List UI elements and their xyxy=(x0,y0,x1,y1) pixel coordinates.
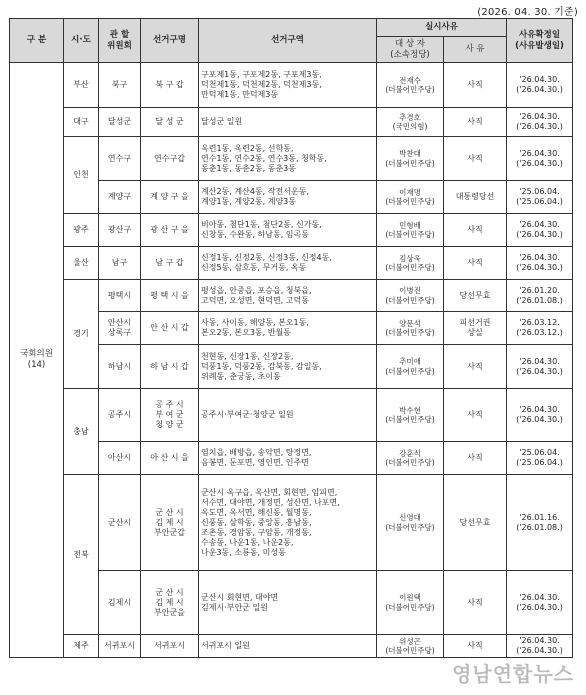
date-cell: '26.01.16. ('26.01.08.) xyxy=(507,475,573,571)
committee-cell: 남구 xyxy=(99,247,141,280)
committee-cell: 달성군 xyxy=(99,108,141,137)
reason-cell: 피선거권 상실 xyxy=(444,312,507,345)
date-cell: '26.04.30. ('26.04.30.) xyxy=(507,389,573,442)
district-name-cell: 평 택 시 을 xyxy=(141,280,199,312)
district-name-cell: 광 산 구 을 xyxy=(141,214,199,247)
committee-cell: 안산시 상록구 xyxy=(99,312,141,345)
date-cell: '26.01.20. ('26.01.08.) xyxy=(507,280,573,312)
district-area-cell: 군산시 옥구읍, 옥산면, 회현면, 임피면, 서수면, 대야면, 개정면, 성산면, 나포면, 옥도면, 옥서면, 해신동, 월명동, 신풍동, 삼학동, 중앙동, 흥남동, 조촌동, 경암동, 구암동, 개정동, 수송동, 나운1동, 나운2동, 나운3동, 소룡동, 미성동 xyxy=(199,475,377,571)
province-cell: 충남 xyxy=(64,389,99,475)
target-cell: 신영대 (더불어민주당) xyxy=(377,475,444,571)
reason-cell: 당선무효 xyxy=(444,280,507,312)
target-cell: 추미애 (더불어민주당) xyxy=(377,345,444,389)
committee-cell: 평택시 xyxy=(99,280,141,312)
reason-cell: 사직 xyxy=(444,137,507,181)
date-cell: '25.06.04. ('25.06.04.) xyxy=(507,442,573,475)
reason-cell: 사직 xyxy=(444,635,507,658)
committee-cell: 아산시 xyxy=(99,442,141,475)
reason-cell: 사직 xyxy=(444,571,507,635)
district-area-cell: 공주시·부여군·청양군 일원 xyxy=(199,389,377,442)
header-reason: 사 유 xyxy=(444,37,507,63)
district-name-cell: 달 성 군 xyxy=(141,108,199,137)
province-cell: 광주 xyxy=(64,214,99,247)
table-row xyxy=(10,247,573,280)
district-name-cell: 남 구 갑 xyxy=(141,247,199,280)
header-reason-group: 실시사유 xyxy=(377,19,507,37)
reason-cell: 사직 xyxy=(444,247,507,280)
reason-cell: 사직 xyxy=(444,345,507,389)
target-cell: 이병진 (더불어민주당) xyxy=(377,280,444,312)
committee-cell: 군산시 xyxy=(99,475,141,571)
table-row xyxy=(10,280,573,312)
category-cell: 국회의원 (14) xyxy=(10,63,64,658)
date-cell: '26.04.30. ('26.04.30.) xyxy=(507,571,573,635)
target-cell: 위성곤 (더불어민주당) xyxy=(377,635,444,658)
header-category: 구 분 xyxy=(10,19,64,63)
table-row xyxy=(10,635,573,658)
district-area-cell: 군산시 회현면, 대야면 김제시·부안군 일원 xyxy=(199,571,377,635)
district-area-cell: 구포제1동, 구포제2동, 구포제3동, 덕천제1동, 덕천제2동, 덕천제3동, 만덕제1동, 만덕제3동 xyxy=(199,63,377,108)
table-row xyxy=(10,214,573,247)
header-district-name: 선거구명 xyxy=(141,19,199,63)
district-area-cell: 사동, 사이동, 해양동, 본오1동, 본오2동, 본오3동, 반월동 xyxy=(199,312,377,345)
district-name-cell: 북 구 갑 xyxy=(141,63,199,108)
date-cell: '26.04.30. ('26.04.30.) xyxy=(507,635,573,658)
committee-cell: 북구 xyxy=(99,63,141,108)
target-cell: 이재명 (더불어민주당) xyxy=(377,181,444,214)
district-name-cell: 공 주 시 부 여 군 청 양 군 xyxy=(141,389,199,442)
target-cell: 양문석 (더불어민주당) xyxy=(377,312,444,345)
target-cell: 추경호 (국민의힘) xyxy=(377,108,444,137)
province-cell: 경기 xyxy=(64,280,99,389)
district-area-cell: 천현동, 신장1동, 신장2동, 덕풍1동, 덕풍2동, 감북동, 감일동, 위례동, 춘궁동, 초이동 xyxy=(199,345,377,389)
district-area-cell: 비아동, 첨단1동, 첨단2동, 신가동, 신창동, 수완동, 하남동, 임곡동 xyxy=(199,214,377,247)
committee-cell: 공주시 xyxy=(99,389,141,442)
province-cell: 부산 xyxy=(64,63,99,108)
committee-cell: 서귀포시 xyxy=(99,635,141,658)
date-cell: '26.04.30. ('26.04.30.) xyxy=(507,214,573,247)
table-row xyxy=(10,475,573,571)
header-target: 대 상 자 (소속정당) xyxy=(377,37,444,63)
committee-cell: 하남시 xyxy=(99,345,141,389)
province-cell: 울산 xyxy=(64,247,99,280)
province-cell: 제주 xyxy=(64,635,99,658)
district-area-cell: 평성읍, 안중읍, 포승읍, 청북읍, 고덕면, 오성면, 현덕면, 고덕동 xyxy=(199,280,377,312)
district-name-cell: 군 산 시 김 제 시 부안군을 xyxy=(141,571,199,635)
committee-cell: 계양구 xyxy=(99,181,141,214)
date-cell: '26.04.30. ('26.04.30.) xyxy=(507,345,573,389)
district-area-cell: 서귀포시 일원 xyxy=(199,635,377,658)
date-cell: '26.04.30. ('26.04.30.) xyxy=(507,247,573,280)
district-name-cell: 아 산 시 을 xyxy=(141,442,199,475)
reference-date: (2026. 04. 30. 기준) xyxy=(477,7,578,18)
district-name-cell: 서귀포시 xyxy=(141,635,199,658)
target-cell: 박찬대 (더불어민주당) xyxy=(377,137,444,181)
district-name-cell: 연수구갑 xyxy=(141,137,199,181)
reason-cell: 당선무효 xyxy=(444,475,507,571)
header-district-area: 선거구역 xyxy=(199,19,377,63)
district-name-cell: 안 산 시 갑 xyxy=(141,312,199,345)
table-row xyxy=(10,108,573,137)
table-row xyxy=(10,137,573,181)
by-election-table xyxy=(9,18,573,658)
district-area-cell: 계산2동, 계산4동, 작전서운동, 계양1동, 계양2동, 계양3동 xyxy=(199,181,377,214)
header-committee: 관 할 위원회 xyxy=(99,19,141,63)
province-cell: 전북 xyxy=(64,475,99,635)
district-name-cell: 하 남 시 갑 xyxy=(141,345,199,389)
reason-cell: 사직 xyxy=(444,389,507,442)
committee-cell: 연수구 xyxy=(99,137,141,181)
table-row xyxy=(10,63,573,108)
target-cell: 이원택 (더불어민주당) xyxy=(377,571,444,635)
reason-cell: 사직 xyxy=(444,108,507,137)
reason-cell: 사직 xyxy=(444,442,507,475)
province-cell: 대구 xyxy=(64,108,99,137)
district-area-cell: 염치읍, 배방읍, 송악면, 탕정면, 음봉면, 둔포면, 영인면, 인주면 xyxy=(199,442,377,475)
target-cell: 김상욱 (더불어민주당) xyxy=(377,247,444,280)
reason-cell: 대통령당선 xyxy=(444,181,507,214)
target-cell: 전재수 (더불어민주당) xyxy=(377,63,444,108)
district-area-cell: 옥련1동, 옥련2동, 선학동, 연수1동, 연수2동, 연수3동, 청학동, 동춘1동, 동춘2동, 동춘3동 xyxy=(199,137,377,181)
table-row xyxy=(10,389,573,442)
district-area-cell: 달성군 일원 xyxy=(199,108,377,137)
reason-cell: 사직 xyxy=(444,214,507,247)
committee-cell: 광산구 xyxy=(99,214,141,247)
target-cell: 박수현 (더불어민주당) xyxy=(377,389,444,442)
target-cell: 강훈식 (더불어민주당) xyxy=(377,442,444,475)
reason-cell: 사직 xyxy=(444,63,507,108)
district-name-cell: 군 산 시 김 제 시 부안군갑 xyxy=(141,475,199,571)
date-cell: '26.03.12. ('26.03.12.) xyxy=(507,312,573,345)
date-cell: '26.04.30. ('26.04.30.) xyxy=(507,108,573,137)
header-date: 사유확정일 (사유발생일) xyxy=(507,19,573,63)
target-cell: 민형배 (더불어민주당) xyxy=(377,214,444,247)
header-province: 시·도 xyxy=(64,19,99,63)
date-cell: '26.04.30. ('26.04.30.) xyxy=(507,137,573,181)
date-cell: '25.06.04. ('25.06.04.) xyxy=(507,181,573,214)
committee-cell: 김제시 xyxy=(99,571,141,635)
watermark: 영남연합뉴스 xyxy=(452,662,574,686)
district-name-cell: 계 양 구 을 xyxy=(141,181,199,214)
district-area-cell: 신정1동, 신정2동, 신정3동, 신정4동, 신정5동, 삼호동, 무거동, 옥동 xyxy=(199,247,377,280)
date-cell: '26.04.30. ('26.04.30.) xyxy=(507,63,573,108)
province-cell: 인천 xyxy=(64,137,99,214)
